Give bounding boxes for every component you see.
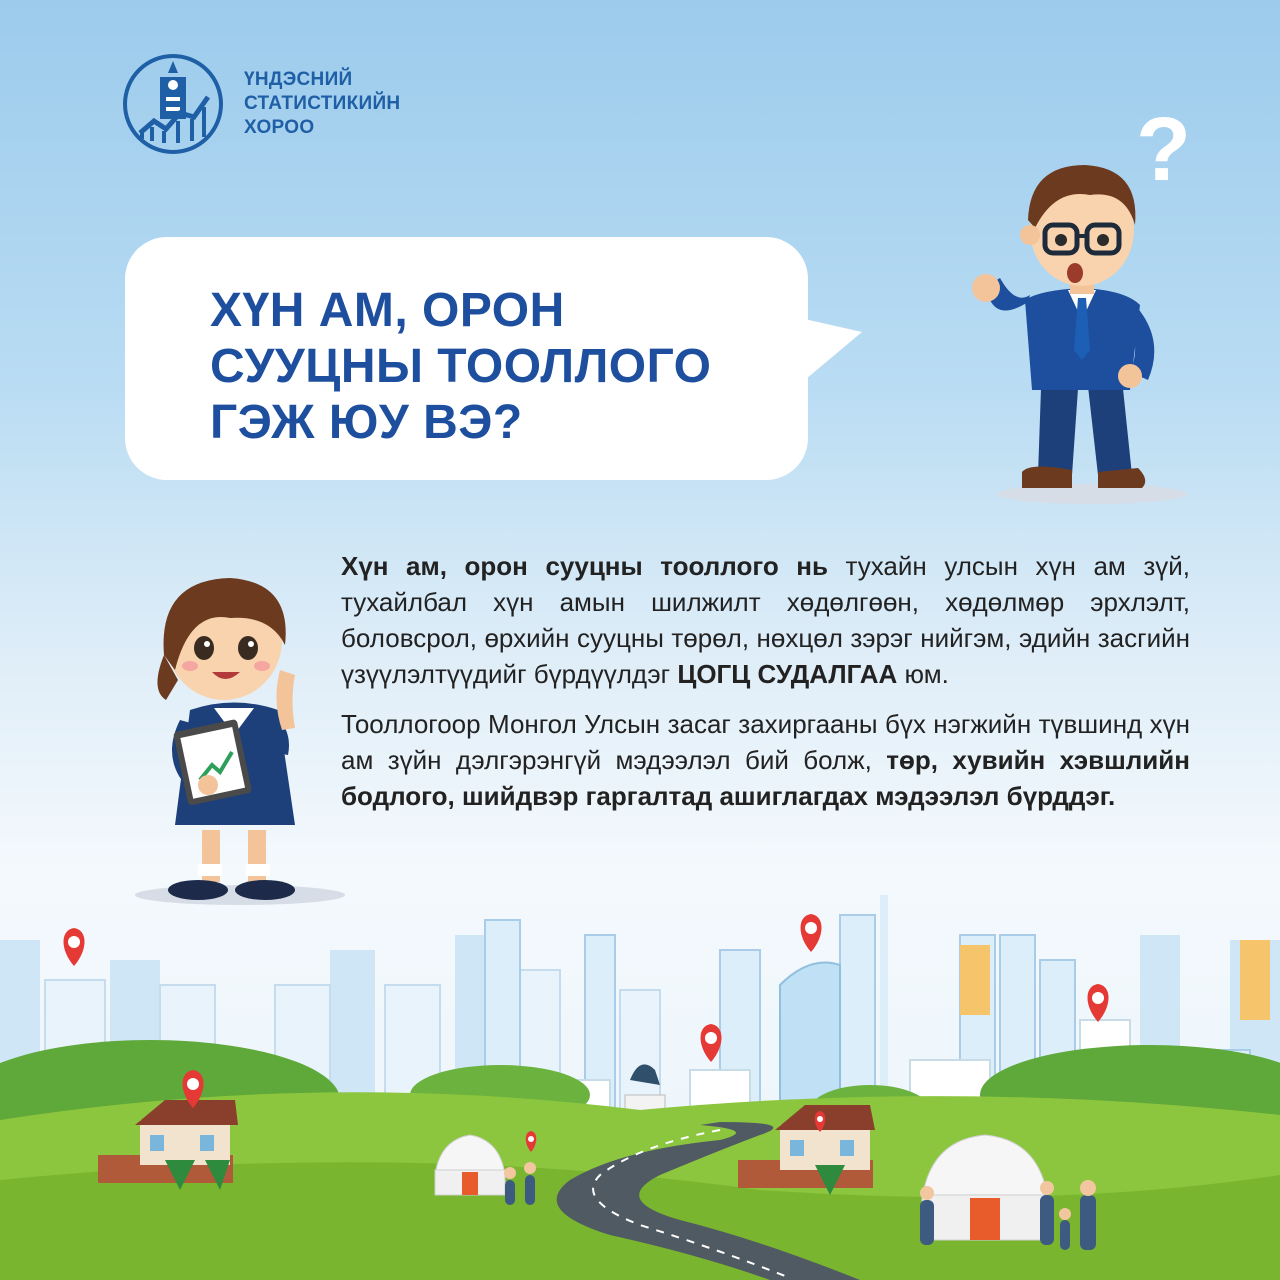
logo-text [244,68,400,140]
map-pin-icon [815,1111,826,1132]
map-pin-icon [1088,984,1109,1022]
logo-line: ХОРОО [244,117,315,138]
title-line: ГЭЖ ЮУ ВЭ? [210,396,523,449]
description-text [341,548,1190,828]
question-mark-icon: ? [1136,110,1191,200]
bold-intro: Хүн ам, орон сууцны тооллого нь [341,551,828,581]
title-line: СУУЦНЫ ТООЛЛОГО [210,340,712,393]
paragraph-tail: юм. [897,659,949,689]
schoolgirl-illustration [120,560,350,910]
title-line: ХҮН АМ, ОРОН [210,284,565,337]
nso-logo [122,53,400,155]
map-pin-icon [64,928,85,966]
map-pin-icon [183,1070,204,1108]
paragraph-text: тухайн улсын хүн ам зүй, тухайлбал хүн амын шилжилт хөдөлгөөн, хөдөлмөр эрхлэлт, боловсрол, өрхийн сууцны төрөл, нөхцөл зэрэг нийгэм, эдийн засгийн үзүүлэлтүүдийг бүрдүүлдэг [341,551,1191,689]
map-pin-icon [701,1024,722,1062]
map-pin-icon [526,1131,537,1152]
speech-bubble-tail [800,318,862,384]
page-title [210,283,770,451]
bold-emphasis: ЦОГЦ СУДАЛГАА [677,659,898,689]
businessman-illustration [960,110,1200,510]
bold-emphasis: төр, хувийн хэвшлийн бодлого, шийдвэр гаргалтад ашиглагдах мэдээлэл бүрддэг. [341,745,1190,811]
paragraph-text: Тооллогоор Монгол Улсын засаг захиргааны бүх нэгжийн түвшинд хүн ам зүйн дэлгэрэнгүй мэдээлэл бий болж, [341,709,1190,775]
logo-line: СТАТИСТИКИЙН [244,93,401,114]
paragraph [341,548,1190,692]
logo-line: ҮНДЭСНИЙ [244,69,353,90]
paragraph [341,706,1190,814]
map-pin-icon [801,914,822,952]
soyombo-logo-icon [122,53,224,155]
